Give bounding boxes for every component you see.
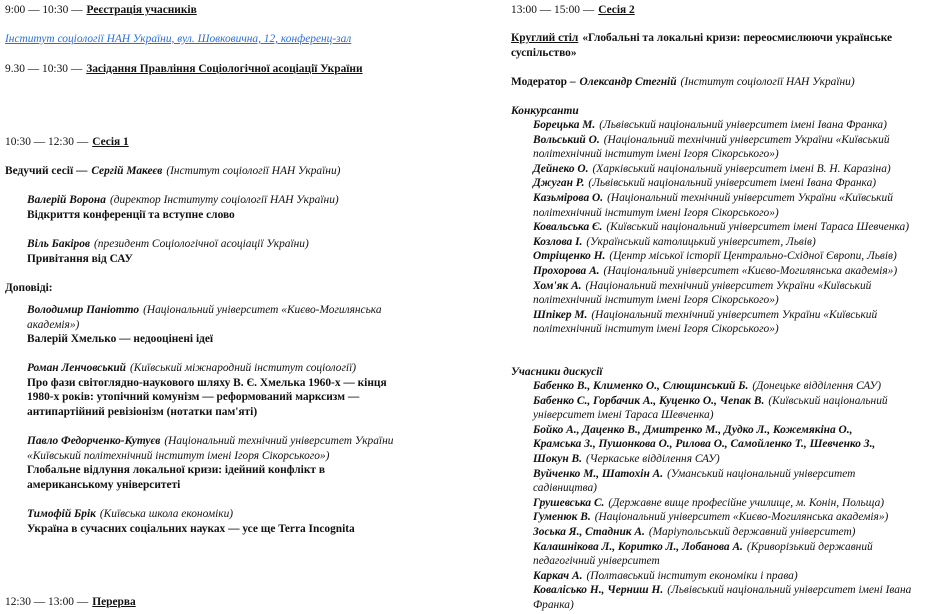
participant-item: Калашнікова Л., Коритко Л., Лобанова А. (Криворізький державний — [533, 540, 873, 553]
participants-label: Учасники дискусії — [511, 366, 603, 378]
greeting-block — [5, 237, 309, 266]
contestant-item: Хом'як А. (Національний технічний університет України «Київський — [533, 279, 872, 292]
contestant-affiliation-cont: політехнічний інститут імені Ігоря Сікорського») — [533, 206, 779, 219]
participant-affiliation-cont: садівництва) — [533, 482, 597, 495]
participant-names-cont: Шокун В. — [533, 452, 582, 465]
participant-names-cont: Крамська З., Пушонкова О., Рилова О., Самойленко Т., Шевченко З., — [533, 438, 876, 451]
break-line — [5, 595, 136, 610]
roundtable-label: Круглий стіл — [511, 32, 579, 44]
report-speaker: Роман Ленчовський — [27, 362, 126, 374]
contestant-affiliation-cont: політехнічний інститут імені Ігоря Сікорського») — [533, 323, 779, 336]
board-time: 9.30 — 10:30 — — [5, 63, 83, 75]
host-affiliation: (Інститут соціології НАН України) — [166, 165, 341, 177]
moderator-affiliation: (Інститут соціології НАН України) — [680, 76, 855, 88]
break-title: Перерва — [92, 596, 136, 608]
registration-time: 9:00 — 10:30 — — [5, 4, 83, 16]
board-meeting-line — [5, 62, 363, 77]
contestants-list — [511, 118, 936, 337]
greeting-affiliation: (президент Соціологічної асоціації України) — [94, 238, 309, 250]
report-speaker: Тимофій Брік — [27, 508, 96, 520]
contestant-item: Борецька М. (Львівський національний університет імені Івана Франка) — [533, 119, 887, 131]
opening-block — [5, 193, 339, 222]
participant-affiliation-cont: Франка) — [533, 598, 574, 611]
registration-title: Реєстрація учасників — [86, 4, 197, 16]
moderator-line — [511, 75, 855, 90]
contestant-item: Дейнеко О. (Харківський національний університет імені В. Н. Каразіна) — [533, 162, 891, 175]
participant-item: Бабенко С., Горбачик А., Куценко О., Чепак В. (Київський національний — [533, 394, 888, 407]
report-affiliation: (Національний університет «Києво-Могилянська — [143, 304, 382, 316]
report-title: Глобальне відлуння локальної кризи: ідейний конфлікт в — [27, 464, 325, 477]
board-title: Засідання Правління Соціологічної асоціації України — [86, 63, 363, 75]
report-item — [5, 434, 393, 492]
participant-item: Грушевська С. (Державне вище професійне училище, м. Конін, Польща) — [533, 496, 885, 509]
participant-item: Вуйченко М., Шатохін А. (Уманський національний університет — [533, 467, 856, 480]
contestant-item: Отріщенко Н. (Центр міської історії Центрально-Східної Європи, Львів) — [533, 250, 897, 263]
contestant-item: Вольський О. (Національний технічний університет України «Київський — [533, 133, 890, 146]
session2-time: 13:00 — 15:00 — — [511, 4, 595, 16]
participant-item: Зоська Я., Стадник А. (Маріупольський державний університет) — [533, 525, 856, 538]
greeting-speaker: Віль Бакіров — [27, 238, 91, 250]
contestants-label: Конкурсанти — [511, 105, 579, 117]
report-item — [5, 361, 387, 419]
report-title: Україна в сучасних соціальних науках — усе ще Terra Incognita — [27, 522, 355, 535]
break-time: 12:30 — 13:00 — — [5, 596, 89, 608]
venue-link[interactable]: Інститут соціології НАН України, вул. Шовковична, 12, конференц-зал — [5, 33, 352, 45]
report-speaker: Павло Федорченко-Кутуєв — [27, 435, 161, 447]
host-line — [5, 164, 340, 179]
participant-affiliation-cont: університет імені Тараса Шевченка) — [533, 409, 714, 422]
greeting-title: Привітання від САУ — [27, 252, 133, 265]
session2-line — [511, 3, 635, 18]
report-title-cont: антипартійний ревізіонізм (нотатки пам'яті) — [27, 405, 258, 418]
roundtable-title-cont: суспільство» — [511, 46, 577, 59]
report-speaker: Володимир Паніотто — [27, 304, 140, 316]
host-label: Ведучий сесії — — [5, 165, 88, 177]
moderator-label: Модератор – — [511, 76, 576, 88]
opening-title: Відкриття конференції та вступне слово — [27, 208, 235, 221]
participant-item: Бойко А., Даценко В., Дмитренко М., Дудко Л., Кожемякіна О., — [533, 423, 853, 436]
report-item — [5, 507, 355, 536]
report-title: Валерій Хмелько — недооцінені ідеї — [27, 333, 214, 346]
contestant-item: Ковальська Є. (Київський національний університет імені Тараса Шевченка) — [533, 221, 910, 234]
participant-item: Гуменюк В. (Національний університет «Києво-Могилянська академія») — [533, 511, 889, 524]
session1-time: 10:30 — 12:30 — — [5, 136, 89, 148]
report-affiliation-cont: академія») — [27, 318, 80, 331]
participant-item: Ковалісько Н., Черниш Н. (Львівський національний університет імені Івана — [533, 584, 912, 597]
participants-list — [511, 379, 936, 613]
registration-line — [5, 3, 197, 18]
contestant-item: Шпікер М. (Національний технічний університет України «Київський — [533, 308, 878, 321]
report-affiliation: (Київський міжнародний інститут соціології) — [130, 362, 357, 374]
participant-item: Каркач А. (Полтавський інститут економіки і права) — [533, 569, 798, 582]
participant-affiliation: (Черкаське відділення САУ) — [585, 452, 720, 465]
contestant-item: Прохорова А. (Національний університет «Києво-Могилянська академія») — [533, 264, 898, 277]
opening-speaker: Валерій Ворона — [27, 194, 106, 206]
report-affiliation: (Національний технічний університет України — [164, 435, 394, 447]
opening-affiliation: (директор Інституту соціології НАН України) — [109, 194, 339, 206]
session1-title: Сесія 1 — [92, 136, 129, 148]
contestant-affiliation-cont: політехнічний інститут імені Ігоря Сікорського») — [533, 294, 779, 307]
report-item — [5, 303, 382, 347]
report-title: Про фази світоглядно-наукового шляху В. Є. Хмелька 1960-х — кінця — [27, 376, 387, 389]
report-title-cont: американському університеті — [27, 478, 181, 491]
moderator-name: Олександр Стегній — [579, 76, 677, 88]
session2-title: Сесія 2 — [598, 4, 635, 16]
participant-item: Бабенко В., Клименко О., Слющинський Б. (Донецьке відділення САУ) — [533, 380, 881, 392]
report-title-cont: 1980-х років: утопічний комунізм — реформований марксизм — — [27, 391, 360, 404]
contestant-item: Козлова І. (Український католицький університет, Львів) — [533, 235, 816, 248]
venue-line[interactable] — [5, 32, 351, 47]
participant-affiliation-cont: педагогічний університет — [533, 555, 660, 568]
roundtable-block — [511, 31, 892, 60]
roundtable-title: «Глобальні та локальні кризи: переосмислюючи українське — [582, 32, 893, 44]
contestant-item: Казьмірова О. (Національний технічний університет України «Київський — [533, 191, 893, 204]
host-name: Сергій Макеєв — [91, 165, 163, 177]
contestant-item: Джуган Р. (Львівський національний університет імені Івана Франка) — [533, 177, 877, 190]
report-affiliation-cont: «Київський політехнічний інститут імені Ігоря Сікорського») — [27, 449, 330, 462]
report-affiliation: (Київська школа економіки) — [99, 508, 234, 520]
contestant-affiliation-cont: політехнічний інститут імені Ігоря Сікорського») — [533, 148, 779, 161]
session1-line — [5, 135, 129, 150]
reports-label: Доповіді: — [5, 282, 53, 294]
